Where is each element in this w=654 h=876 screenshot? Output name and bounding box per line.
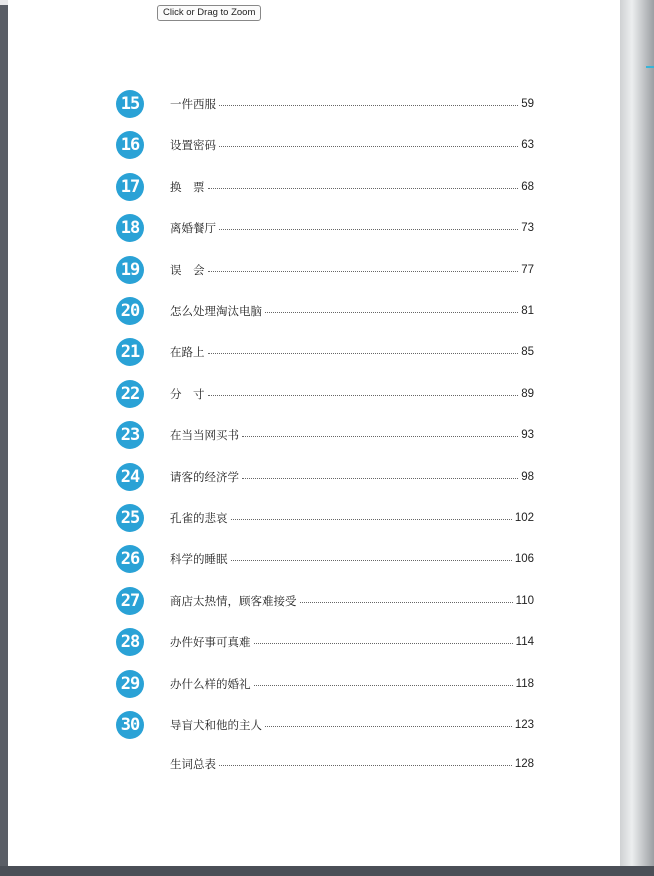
toc-entry[interactable] xyxy=(116,546,534,572)
lesson-number-badge: 19 xyxy=(116,256,144,284)
page-number: 123 xyxy=(514,719,534,731)
lesson-number-badge: 25 xyxy=(116,504,144,532)
dot-leader xyxy=(208,346,519,354)
lesson-number-badge: 20 xyxy=(116,297,144,325)
lesson-number-badge: 15 xyxy=(116,90,144,118)
dot-leader xyxy=(231,512,512,520)
dot-leader xyxy=(219,222,518,230)
toc-entry[interactable] xyxy=(116,381,534,407)
lesson-number-badge: 28 xyxy=(116,628,144,656)
toc-title: 在路上 xyxy=(170,345,205,360)
toc-title: 分 寸 xyxy=(170,386,205,401)
dot-leader xyxy=(208,181,519,189)
lesson-number-badge: 18 xyxy=(116,214,144,242)
lesson-number-badge: 21 xyxy=(116,338,144,366)
toc-entry[interactable] xyxy=(116,712,534,738)
dot-leader xyxy=(242,429,518,437)
toc-entry[interactable] xyxy=(116,174,534,200)
dot-leader xyxy=(254,678,513,686)
lesson-number-badge: 30 xyxy=(116,711,144,739)
toc-entry[interactable] xyxy=(116,298,534,324)
page-number: 102 xyxy=(514,512,534,524)
lesson-number-badge: 22 xyxy=(116,380,144,408)
page-number: 85 xyxy=(521,346,534,359)
toc-title: 办什么样的婚礼 xyxy=(170,676,251,691)
toc-title: 怎么处理淘汰电脑 xyxy=(170,304,262,318)
toc-title: 办件好事可真难 xyxy=(170,635,251,650)
toc-title: 一件西服 xyxy=(170,97,216,111)
lesson-number-badge: 26 xyxy=(116,545,144,573)
dot-leader xyxy=(208,264,519,272)
page-number: 63 xyxy=(521,139,534,152)
page-number: 98 xyxy=(521,470,534,483)
lesson-number-badge: 27 xyxy=(116,587,144,615)
toc-entry[interactable] xyxy=(116,505,534,531)
toc-entry[interactable] xyxy=(116,588,534,614)
page-number: 73 xyxy=(521,222,534,235)
dot-leader xyxy=(265,305,518,313)
toc-title: 孔雀的悲哀 xyxy=(170,511,228,525)
toc-title: 换 票 xyxy=(170,179,205,194)
dot-leader xyxy=(242,471,518,479)
toc-entry[interactable] xyxy=(116,215,534,241)
lesson-number-badge: 16 xyxy=(116,131,144,159)
page-number: 77 xyxy=(521,263,534,276)
toc-title: 商店太热情，顾客难接受 xyxy=(170,593,297,608)
page-number: 118 xyxy=(515,677,534,690)
toc-title: 离婚餐厅 xyxy=(170,221,216,236)
toc-title: 设置密码 xyxy=(170,138,216,153)
lesson-number-badge: 29 xyxy=(116,670,144,698)
dot-leader xyxy=(219,98,518,106)
dot-leader xyxy=(219,758,512,766)
page-number: 81 xyxy=(521,305,534,317)
page-number: 114 xyxy=(515,636,534,649)
dot-leader xyxy=(208,388,519,396)
page-number: 68 xyxy=(521,180,534,193)
toc-entry[interactable] xyxy=(116,671,534,697)
toc-entry[interactable] xyxy=(116,257,534,283)
toc-entry-vocabulary[interactable] xyxy=(116,751,534,777)
toc-entry[interactable] xyxy=(116,91,534,117)
toc-entry[interactable] xyxy=(116,422,534,448)
dot-leader xyxy=(231,553,512,561)
page-number: 106 xyxy=(514,553,534,566)
dot-leader xyxy=(219,139,518,147)
page-number: 59 xyxy=(521,98,534,110)
page-number: 128 xyxy=(514,758,534,770)
toc-title: 科学的睡眠 xyxy=(170,552,228,567)
toc-title: 导盲犬和他的主人 xyxy=(170,718,262,732)
dot-leader xyxy=(300,595,513,603)
toc-entry[interactable] xyxy=(116,132,534,158)
dot-leader xyxy=(254,636,513,644)
page-number: 93 xyxy=(521,429,534,442)
toc-entry[interactable] xyxy=(116,464,534,490)
page-number: 89 xyxy=(521,387,534,400)
lesson-number-badge: 23 xyxy=(116,421,144,449)
lesson-number-badge: 24 xyxy=(116,463,144,491)
toc-entry[interactable] xyxy=(116,339,534,365)
toc-title: 请客的经济学 xyxy=(170,469,239,484)
toc-title: 在当当网买书 xyxy=(170,428,239,443)
toc-title: 生词总表 xyxy=(170,757,216,771)
lesson-number-badge: 17 xyxy=(116,173,144,201)
page-number: 110 xyxy=(515,594,534,607)
zoom-tooltip: Click or Drag to Zoom xyxy=(157,5,261,21)
toc-title: 误 会 xyxy=(170,262,205,277)
toc-entry[interactable] xyxy=(116,629,534,655)
dot-leader xyxy=(265,719,512,727)
